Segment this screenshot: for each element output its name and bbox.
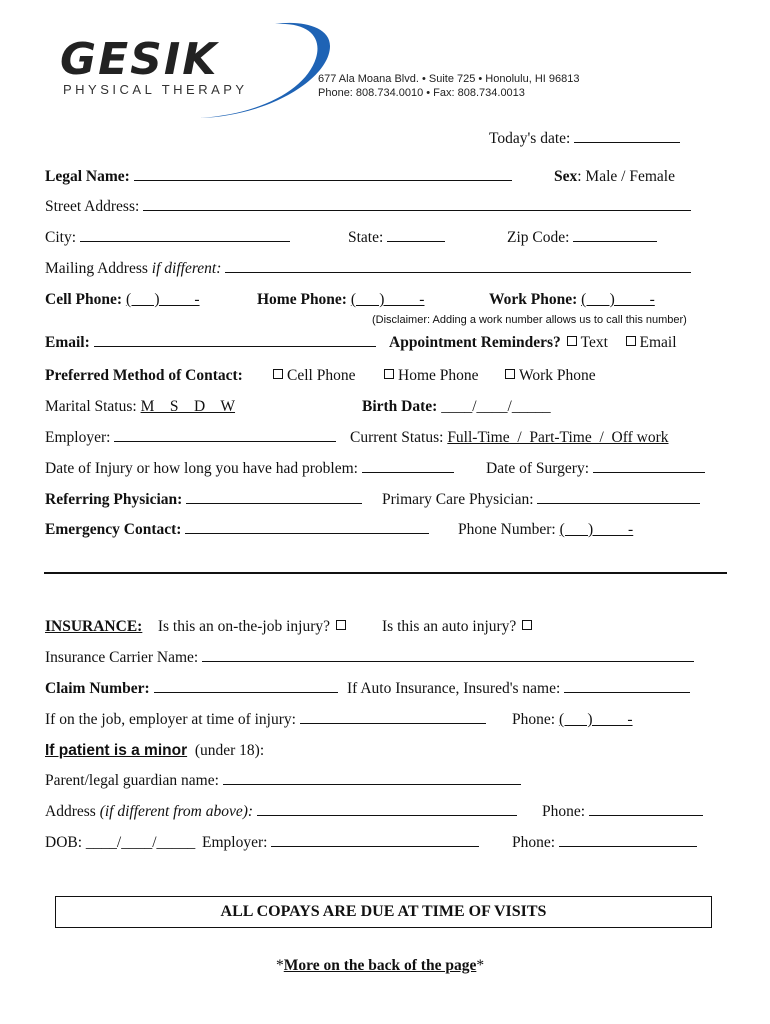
clinic-address: 677 Ala Moana Blvd. • Suite 725 • Honolulu, HI 96813 (318, 73, 580, 85)
dob-row (45, 834, 195, 852)
marital-status-label: Marital Status: (45, 398, 137, 415)
birth-date-row (362, 398, 551, 416)
contact-options (271, 367, 355, 385)
work-phone-option: Work Phone (519, 367, 596, 384)
employer-injury-phone-label: Phone: (512, 711, 556, 728)
primary-care-row (382, 491, 700, 509)
date-of-surgery-label: Date of Surgery: (486, 460, 590, 477)
insurance-carrier-row (45, 649, 694, 667)
cell-phone-field[interactable]: ( ) - (125, 291, 200, 308)
guardian-field[interactable] (223, 772, 521, 785)
birth-date-field[interactable]: ____/____/_____ (441, 398, 551, 415)
legal-name-label: Legal Name: (45, 168, 130, 185)
text-option: Text (580, 334, 608, 351)
insured-name-label: If Auto Insurance, Insured's name: (347, 680, 561, 697)
mailing-address-row (45, 260, 691, 278)
street-address-row (45, 198, 691, 216)
employer-injury-label: If on the job, employer at time of injury: (45, 711, 296, 728)
home-phone-option: Home Phone (398, 367, 479, 384)
minor-phone-label: Phone: (542, 803, 586, 820)
date-of-injury-row (45, 460, 454, 478)
cell-phone-label: Cell Phone: (45, 291, 123, 308)
primary-care-label: Primary Care Physician: (382, 491, 534, 508)
appointment-reminders-label: Appointment Reminders? (389, 334, 561, 351)
text-checkbox[interactable] (567, 336, 577, 346)
state-row (348, 229, 445, 247)
preferred-contact-row (45, 367, 243, 385)
email-checkbox[interactable] (626, 336, 636, 346)
current-status-options[interactable]: Full-Time / Part-Time / Off work (447, 429, 669, 446)
current-status-label: Current Status: (350, 429, 444, 446)
appointment-reminders-row (389, 334, 677, 352)
minor-heading: If patient is a minor (45, 742, 188, 759)
contact-options-work (503, 367, 596, 385)
employer-injury-field[interactable] (300, 711, 486, 724)
email-label: Email: (45, 334, 90, 351)
employer-injury-phone-row (512, 711, 703, 729)
auto-injury-label: Is this an auto injury? (382, 618, 517, 635)
logo-wordmark: GESIK (60, 34, 219, 85)
section-divider (44, 572, 727, 574)
referring-physician-row (45, 491, 362, 509)
more-star-start: * (276, 957, 284, 974)
preferred-contact-label: Preferred Method of Contact: (45, 367, 243, 384)
email-option: Email (639, 334, 677, 351)
email-field[interactable] (94, 334, 376, 347)
minor-address-field[interactable] (257, 803, 517, 816)
date-of-injury-field[interactable] (362, 460, 454, 473)
work-phone-row (489, 291, 697, 309)
employer-row (45, 429, 336, 447)
minor-employer-phone-row (512, 834, 697, 852)
claim-number-field[interactable] (154, 680, 338, 693)
work-phone-disclaimer: (Disclaimer: Adding a work number allows us to call this number) (372, 314, 687, 326)
street-address-field[interactable] (143, 198, 691, 211)
cell-phone-option: Cell Phone (287, 367, 356, 384)
minor-heading-row (45, 742, 264, 760)
work-phone-field[interactable]: ( ) - (581, 291, 655, 308)
zip-label: Zip Code: (507, 229, 570, 246)
mailing-address-label: Mailing Address (45, 260, 152, 277)
minor-under-18: (under 18): (194, 742, 265, 759)
auto-injury-row (382, 618, 536, 636)
more-on-back-text: More on the back of the page (283, 957, 477, 974)
zip-row (507, 229, 657, 247)
on-job-injury-checkbox[interactable] (336, 620, 346, 630)
sex-options[interactable]: : Male / Female (577, 168, 675, 185)
insurance-carrier-label: Insurance Carrier Name: (45, 649, 199, 666)
guardian-row (45, 772, 521, 790)
logo-subtitle: PHYSICAL THERAPY (63, 82, 248, 97)
work-phone-label: Work Phone: (489, 291, 578, 308)
claim-number-label: Claim Number: (45, 680, 150, 697)
emergency-phone-field[interactable]: ( ) - (559, 521, 634, 538)
minor-phone-field[interactable] (589, 803, 703, 816)
claim-number-row (45, 680, 338, 698)
employer-field[interactable] (114, 429, 336, 442)
minor-address-italic: (if different from above): (99, 803, 254, 820)
todays-date-field[interactable] (574, 130, 680, 143)
minor-address-row (45, 803, 517, 821)
legal-name-field[interactable] (134, 168, 512, 181)
mailing-address-italic: if different: (151, 260, 222, 277)
cell-phone-row (45, 291, 241, 309)
copay-banner: ALL COPAYS ARE DUE AT TIME OF VISITS (55, 896, 712, 928)
insured-name-row (347, 680, 690, 698)
todays-date-label: Today's date: (489, 130, 571, 147)
sex-label: Sex (554, 168, 578, 185)
minor-phone-row (542, 803, 703, 821)
street-address-label: Street Address: (45, 198, 140, 215)
contact-options-home (382, 367, 479, 385)
birth-date-label: Birth Date: (362, 398, 438, 415)
employer-label: Employer: (45, 429, 111, 446)
minor-employer-field[interactable] (271, 834, 479, 847)
insurance-heading-row (45, 618, 350, 636)
marital-status-options[interactable]: M S D W (140, 398, 236, 415)
emergency-contact-field[interactable] (185, 521, 429, 534)
minor-employer-row (202, 834, 479, 852)
auto-injury-checkbox[interactable] (522, 620, 532, 630)
referring-physician-field[interactable] (186, 491, 362, 504)
employer-injury-phone-field[interactable]: ( ) - (558, 711, 633, 728)
emergency-contact-label: Emergency Contact: (45, 521, 182, 538)
home-phone-label: Home Phone: (257, 291, 347, 308)
current-status-row (350, 429, 669, 447)
date-of-surgery-field[interactable] (593, 460, 705, 473)
more-on-back (276, 957, 484, 975)
cell-phone-checkbox[interactable] (273, 369, 283, 379)
city-field[interactable] (80, 229, 290, 242)
state-label: State: (348, 229, 384, 246)
legal-name-row (45, 168, 512, 186)
home-phone-row (257, 291, 471, 309)
work-phone-checkbox[interactable] (505, 369, 515, 379)
dob-field[interactable]: ____/____/_____ (85, 834, 196, 851)
referring-physician-label: Referring Physician: (45, 491, 183, 508)
todays-date-row (489, 130, 680, 148)
home-phone-field[interactable]: ( ) - (350, 291, 425, 308)
emergency-phone-label: Phone Number: (458, 521, 556, 538)
emergency-phone-row (458, 521, 696, 539)
sex-row (554, 168, 675, 186)
state-field[interactable] (387, 229, 445, 242)
insured-name-field[interactable] (564, 680, 690, 693)
minor-address-label: Address (45, 803, 100, 820)
more-star-end: * (476, 957, 485, 974)
minor-employer-label: Employer: (202, 834, 268, 851)
city-row (45, 229, 290, 247)
insurance-heading: INSURANCE: (45, 618, 143, 635)
zip-field[interactable] (573, 229, 657, 242)
email-row (45, 334, 376, 352)
home-phone-checkbox[interactable] (384, 369, 394, 379)
employer-injury-row (45, 711, 486, 729)
emergency-contact-row (45, 521, 429, 539)
date-of-surgery-row (486, 460, 705, 478)
insurance-carrier-field[interactable] (202, 649, 694, 662)
city-label: City: (45, 229, 77, 246)
marital-status-row (45, 398, 235, 416)
date-of-injury-label: Date of Injury or how long you have had problem: (45, 460, 358, 477)
minor-employer-phone-field[interactable] (559, 834, 697, 847)
minor-employer-phone-label: Phone: (512, 834, 556, 851)
guardian-label: Parent/legal guardian name: (45, 772, 219, 789)
clinic-phone-fax: Phone: 808.734.0010 • Fax: 808.734.0013 (318, 87, 525, 99)
primary-care-field[interactable] (537, 491, 700, 504)
on-job-injury-label: Is this an on-the-job injury? (157, 618, 331, 635)
dob-label: DOB: (45, 834, 83, 851)
mailing-address-field[interactable] (225, 260, 691, 273)
